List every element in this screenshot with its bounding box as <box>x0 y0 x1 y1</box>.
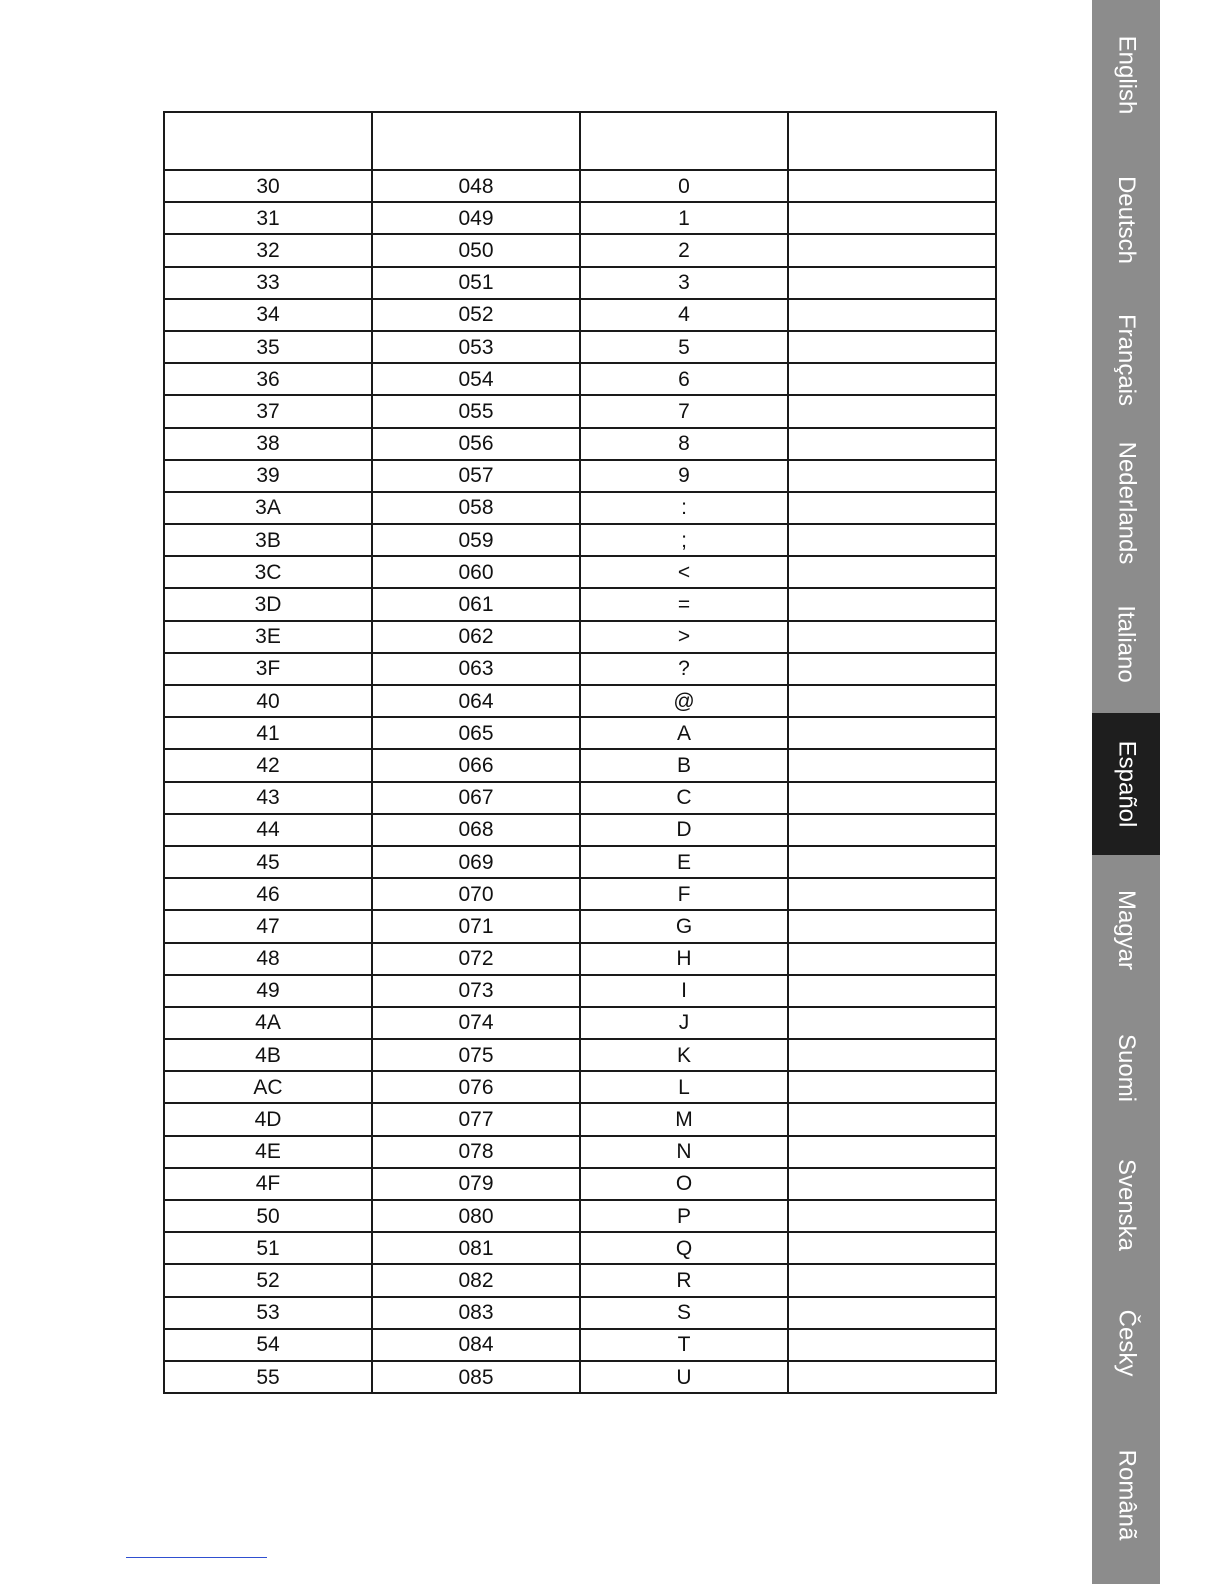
language-tab-magyar[interactable] <box>1092 855 1160 1005</box>
table-row <box>164 782 996 814</box>
table-row <box>164 588 996 620</box>
header-cell-extra <box>788 112 996 170</box>
character-cell: 3 <box>580 267 788 299</box>
hex-cell: 43 <box>164 782 372 814</box>
hex-cell: 48 <box>164 943 372 975</box>
language-tab-english[interactable] <box>1092 0 1160 150</box>
blank-cell <box>788 170 996 202</box>
table-row <box>164 878 996 910</box>
hex-cell: 4F <box>164 1168 372 1200</box>
character-cell: B <box>580 749 788 781</box>
blank-cell <box>788 299 996 331</box>
character-cell: O <box>580 1168 788 1200</box>
hex-cell: 52 <box>164 1264 372 1296</box>
decimal-cell: 074 <box>372 1007 580 1039</box>
character-cell: 5 <box>580 331 788 363</box>
hex-cell: 3E <box>164 621 372 653</box>
table-row <box>164 1103 996 1135</box>
table-row <box>164 749 996 781</box>
decimal-cell: 062 <box>372 621 580 653</box>
language-tab-deutsch[interactable] <box>1092 150 1160 290</box>
hex-cell: 31 <box>164 202 372 234</box>
language-tab-label: Românã <box>1113 1449 1140 1540</box>
character-cell: > <box>580 621 788 653</box>
language-tab-svenska[interactable] <box>1092 1130 1160 1280</box>
hex-cell: 51 <box>164 1232 372 1264</box>
table-row <box>164 363 996 395</box>
table-row <box>164 1136 996 1168</box>
hex-cell: 3A <box>164 492 372 524</box>
table-row <box>164 299 996 331</box>
language-tab-label: Español <box>1113 740 1141 828</box>
decimal-cell: 059 <box>372 524 580 556</box>
table-row <box>164 395 996 427</box>
table-row <box>164 331 996 363</box>
language-tab-label: Italiano <box>1113 605 1141 683</box>
hex-cell: 40 <box>164 685 372 717</box>
character-cell: 4 <box>580 299 788 331</box>
decimal-cell: 054 <box>372 363 580 395</box>
blank-cell <box>788 749 996 781</box>
blank-cell <box>788 1136 996 1168</box>
blank-cell <box>788 878 996 910</box>
hex-cell: 41 <box>164 717 372 749</box>
decimal-cell: 073 <box>372 975 580 1007</box>
blank-cell <box>788 1103 996 1135</box>
character-cell: D <box>580 814 788 846</box>
blank-cell <box>788 782 996 814</box>
table-row <box>164 1361 996 1393</box>
blank-cell <box>788 363 996 395</box>
blank-cell <box>788 267 996 299</box>
blank-cell <box>788 1039 996 1071</box>
hex-cell: 4A <box>164 1007 372 1039</box>
decimal-cell: 069 <box>372 846 580 878</box>
hex-cell: 49 <box>164 975 372 1007</box>
header-cell-dec <box>372 112 580 170</box>
table-row <box>164 1071 996 1103</box>
table-row <box>164 1232 996 1264</box>
character-cell: 2 <box>580 234 788 266</box>
hex-cell: 37 <box>164 395 372 427</box>
blank-cell <box>788 975 996 1007</box>
blank-cell <box>788 428 996 460</box>
language-tab-romana[interactable] <box>1092 1405 1160 1584</box>
blank-cell <box>788 1200 996 1232</box>
decimal-cell: 053 <box>372 331 580 363</box>
character-cell: = <box>580 588 788 620</box>
blank-cell <box>788 1232 996 1264</box>
character-cell: < <box>580 556 788 588</box>
blank-cell <box>788 685 996 717</box>
hex-cell: 50 <box>164 1200 372 1232</box>
character-cell: 1 <box>580 202 788 234</box>
decimal-cell: 076 <box>372 1071 580 1103</box>
character-cell: T <box>580 1329 788 1361</box>
character-cell: ; <box>580 524 788 556</box>
hex-cell: 45 <box>164 846 372 878</box>
decimal-cell: 083 <box>372 1297 580 1329</box>
blank-cell <box>788 1297 996 1329</box>
hex-cell: 46 <box>164 878 372 910</box>
blank-cell <box>788 621 996 653</box>
hex-cell: 42 <box>164 749 372 781</box>
table-row <box>164 653 996 685</box>
blank-cell <box>788 202 996 234</box>
blank-cell <box>788 1329 996 1361</box>
decimal-cell: 056 <box>372 428 580 460</box>
table-row <box>164 621 996 653</box>
table-row <box>164 1200 996 1232</box>
decimal-cell: 060 <box>372 556 580 588</box>
decimal-cell: 049 <box>372 202 580 234</box>
blank-cell <box>788 943 996 975</box>
table-row <box>164 814 996 846</box>
language-tab-label: English <box>1113 35 1140 115</box>
table-row <box>164 202 996 234</box>
footer-rule <box>126 1557 267 1558</box>
decimal-cell: 052 <box>372 299 580 331</box>
decimal-cell: 081 <box>372 1232 580 1264</box>
table-row <box>164 943 996 975</box>
character-cell: I <box>580 975 788 1007</box>
table-header-row <box>164 112 996 170</box>
blank-cell <box>788 331 996 363</box>
decimal-cell: 065 <box>372 717 580 749</box>
decimal-cell: 079 <box>372 1168 580 1200</box>
language-tab-nederlands[interactable] <box>1092 430 1160 575</box>
table-row <box>164 1329 996 1361</box>
decimal-cell: 061 <box>372 588 580 620</box>
blank-cell <box>788 524 996 556</box>
blank-cell <box>788 460 996 492</box>
decimal-cell: 070 <box>372 878 580 910</box>
table-row <box>164 1039 996 1071</box>
table-row <box>164 1297 996 1329</box>
hex-cell: 47 <box>164 910 372 942</box>
table-row <box>164 460 996 492</box>
table-row <box>164 524 996 556</box>
decimal-cell: 050 <box>372 234 580 266</box>
hex-cell: 54 <box>164 1329 372 1361</box>
hex-cell: 3B <box>164 524 372 556</box>
table-row <box>164 685 996 717</box>
character-cell: G <box>580 910 788 942</box>
table-row <box>164 1264 996 1296</box>
decimal-cell: 063 <box>372 653 580 685</box>
character-cell: 8 <box>580 428 788 460</box>
character-cell: 9 <box>580 460 788 492</box>
blank-cell <box>788 846 996 878</box>
language-tab-label: Suomi <box>1113 1033 1140 1102</box>
hex-cell: 30 <box>164 170 372 202</box>
hex-cell: 4B <box>164 1039 372 1071</box>
character-cell: 6 <box>580 363 788 395</box>
blank-cell <box>788 395 996 427</box>
blank-cell <box>788 1361 996 1393</box>
language-tab-label: Svenska <box>1113 1158 1140 1252</box>
decimal-cell: 080 <box>372 1200 580 1232</box>
header-cell-hex <box>164 112 372 170</box>
table-row <box>164 1168 996 1200</box>
hex-cell: 53 <box>164 1297 372 1329</box>
hex-cell: AC <box>164 1071 372 1103</box>
decimal-cell: 072 <box>372 943 580 975</box>
hex-cell: 34 <box>164 299 372 331</box>
character-cell: A <box>580 717 788 749</box>
character-cell: E <box>580 846 788 878</box>
hex-cell: 3C <box>164 556 372 588</box>
blank-cell <box>788 1168 996 1200</box>
table-row <box>164 428 996 460</box>
table-row <box>164 975 996 1007</box>
character-cell: P <box>580 1200 788 1232</box>
blank-cell <box>788 717 996 749</box>
hex-cell: 3F <box>164 653 372 685</box>
decimal-cell: 058 <box>372 492 580 524</box>
hex-cell: 38 <box>164 428 372 460</box>
table-row <box>164 556 996 588</box>
character-cell: L <box>580 1071 788 1103</box>
blank-cell <box>788 234 996 266</box>
language-tab-label: Česky <box>1113 1309 1140 1376</box>
language-tab-label: Deutsch <box>1113 175 1141 265</box>
character-cell: R <box>580 1264 788 1296</box>
table-row <box>164 717 996 749</box>
header-cell-char <box>580 112 788 170</box>
character-cell: S <box>580 1297 788 1329</box>
character-cell: : <box>580 492 788 524</box>
table-row <box>164 910 996 942</box>
blank-cell <box>788 653 996 685</box>
character-cell: 0 <box>580 170 788 202</box>
character-cell: C <box>580 782 788 814</box>
decimal-cell: 071 <box>372 910 580 942</box>
hex-cell: 4E <box>164 1136 372 1168</box>
decimal-cell: 078 <box>372 1136 580 1168</box>
table-row <box>164 170 996 202</box>
decimal-cell: 075 <box>372 1039 580 1071</box>
language-tab-cesky[interactable] <box>1092 1280 1160 1405</box>
character-cell: M <box>580 1103 788 1135</box>
blank-cell <box>788 1007 996 1039</box>
character-cell: N <box>580 1136 788 1168</box>
decimal-cell: 085 <box>372 1361 580 1393</box>
blank-cell <box>788 910 996 942</box>
hex-cell: 3D <box>164 588 372 620</box>
table-row <box>164 846 996 878</box>
decimal-cell: 082 <box>372 1264 580 1296</box>
character-cell: H <box>580 943 788 975</box>
language-tab-francais[interactable] <box>1092 290 1160 430</box>
character-cell: K <box>580 1039 788 1071</box>
character-cell: @ <box>580 685 788 717</box>
language-tab-label: Magyar <box>1113 889 1140 971</box>
table-row <box>164 234 996 266</box>
hex-cell: 55 <box>164 1361 372 1393</box>
decimal-cell: 077 <box>372 1103 580 1135</box>
character-cell: F <box>580 878 788 910</box>
decimal-cell: 064 <box>372 685 580 717</box>
hex-cell: 4D <box>164 1103 372 1135</box>
language-tab-label: Français <box>1113 313 1140 407</box>
hex-cell: 32 <box>164 234 372 266</box>
character-cell: 7 <box>580 395 788 427</box>
blank-cell <box>788 492 996 524</box>
ascii-code-table <box>163 111 997 1394</box>
hex-cell: 44 <box>164 814 372 846</box>
decimal-cell: 057 <box>372 460 580 492</box>
table-row <box>164 492 996 524</box>
table-row <box>164 267 996 299</box>
character-cell: J <box>580 1007 788 1039</box>
hex-cell: 36 <box>164 363 372 395</box>
table-row <box>164 1007 996 1039</box>
hex-cell: 39 <box>164 460 372 492</box>
blank-cell <box>788 556 996 588</box>
hex-cell: 35 <box>164 331 372 363</box>
decimal-cell: 068 <box>372 814 580 846</box>
decimal-cell: 067 <box>372 782 580 814</box>
blank-cell <box>788 1264 996 1296</box>
character-cell: Q <box>580 1232 788 1264</box>
language-tab-suomi[interactable] <box>1092 1005 1160 1130</box>
decimal-cell: 051 <box>372 267 580 299</box>
decimal-cell: 055 <box>372 395 580 427</box>
language-tab-bar <box>1092 0 1160 1584</box>
decimal-cell: 084 <box>372 1329 580 1361</box>
language-tab-espanol[interactable] <box>1092 713 1160 855</box>
language-tab-label: Nederlands <box>1113 441 1140 564</box>
blank-cell <box>788 814 996 846</box>
decimal-cell: 066 <box>372 749 580 781</box>
table-body <box>164 112 996 1393</box>
blank-cell <box>788 588 996 620</box>
language-tab-italiano[interactable] <box>1092 575 1160 713</box>
decimal-cell: 048 <box>372 170 580 202</box>
character-cell: ? <box>580 653 788 685</box>
hex-cell: 33 <box>164 267 372 299</box>
character-cell: U <box>580 1361 788 1393</box>
blank-cell <box>788 1071 996 1103</box>
